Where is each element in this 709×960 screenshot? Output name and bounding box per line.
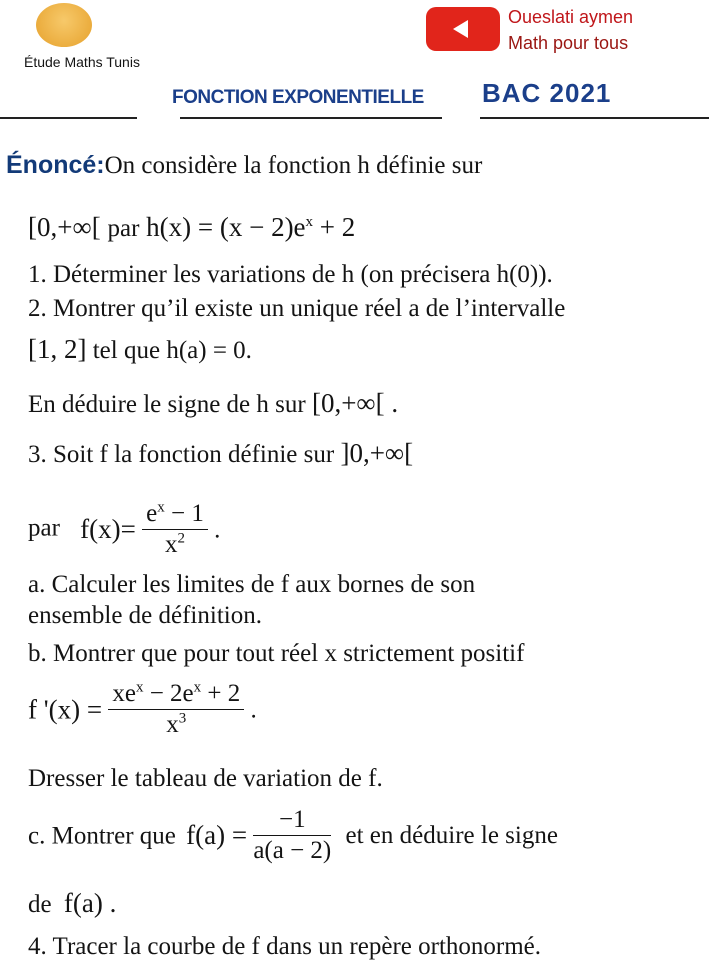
question-3b: b. Montrer que pour tout réel x strictement positif [28,640,525,667]
question-3c: c. Montrer que f(a) = $\frac{-1}{a(a - 2)}$ et en déduire le signe [28,806,558,864]
question-1: 1. Déterminer les variations de h (on précisera h(0)). [28,261,553,288]
enonce-label: Énoncé: [6,151,105,179]
f-prime-fraction: $\frac{xe^x - 2e^x + 2}{x^3}$ [108,680,244,740]
f-of-a-fraction: $\frac{-1}{a(a - 2)}$ [253,806,332,864]
youtube-icon[interactable] [426,7,500,51]
intro-line: Énoncé:On considère la fonction h définie sur [6,151,483,179]
h-definition: [0,+∞[ par $h(x) = (x - 2)e^x + 2$ [28,212,356,242]
f-prime-formula: f '(x) = $\frac{xe^x - 2e^x + 2}{x^3}$ . [28,679,257,738]
question-4: 4. Tracer la courbe de f dans un repère orthonormé. [28,933,542,960]
header-rule-left [0,117,137,119]
logo-icon [36,3,92,47]
tableau-variation: Dresser le tableau de variation de f. [28,765,383,792]
question-3: 3. Soit f la fonction définie sur ]0,+∞[ [28,438,414,468]
header-rule-right [480,117,709,119]
sign-f-of-a: de f(a) . [28,888,117,918]
f-fraction: $\frac{e^x - 1}{x^2}$ [142,500,208,560]
channel-name: Math pour tous [508,33,629,53]
header-rule-center [180,117,442,119]
deduce-sign-h: En déduire le signe de h sur [0,+∞[ . [28,388,399,418]
chapter-title: FONCTION EXPONENTIELLE [172,87,424,108]
question-2: 2. Montrer qu’il existe un unique réel a de l’intervalle [28,295,566,322]
author-name: Oueslati aymen [508,7,634,27]
question-3a-line1: a. Calculer les limites de f aux bornes de son [28,571,476,598]
f-definition: par f(x)= $\frac{e^x - 1}{x^2}$ . [28,499,221,558]
logo-text: Étude Maths Tunis [24,54,140,70]
question-2-condition: [1, 2] tel que h(a) = 0. [28,334,252,364]
exam-title: BAC 2021 [482,78,612,108]
question-3a-line2: ensemble de définition. [28,602,262,629]
